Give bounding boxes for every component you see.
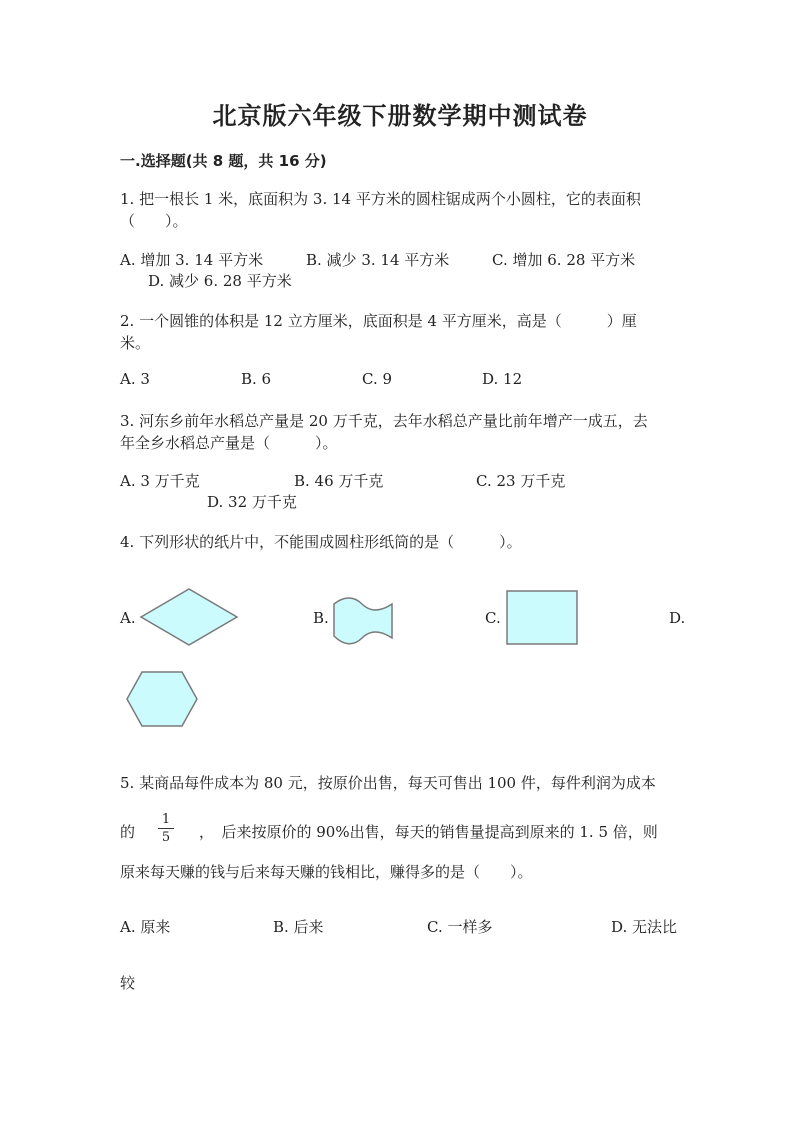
fraction-bar bbox=[158, 828, 174, 829]
question-4-text: 4. 下列形状的纸片中，不能围成圆柱形纸筒的是（ ）。 bbox=[120, 533, 522, 551]
question-5-text-post: ， 后来按原价的 90%出售，每天的销售量提高到原来的 1. 5 倍，则 bbox=[199, 823, 658, 841]
question-2-text: 2. 一个圆锥的体积是 12 立方厘米，底面积是 4 平方厘米，高是（ ）厘 bbox=[120, 312, 637, 330]
question-3-option-b: B. 46 万千克 bbox=[294, 472, 384, 490]
question-2-option-c: C. 9 bbox=[362, 370, 393, 388]
hexagon-shape bbox=[125, 671, 199, 727]
section-heading: 一.选择题(共 8 题，共 16 分) bbox=[120, 152, 327, 170]
question-4-option-c: C. bbox=[485, 609, 501, 627]
question-5-option-b: B. 后来 bbox=[273, 918, 324, 936]
rectangle-shape bbox=[506, 590, 578, 645]
rhombus-shape bbox=[140, 588, 238, 646]
wavy-paper-shape bbox=[332, 598, 394, 640]
question-4-option-a: A. bbox=[120, 609, 136, 627]
question-3-text: 3. 河东乡前年水稻总产量是 20 万千克，去年水稻总产量比前年增产一成五，去 bbox=[120, 412, 648, 430]
fraction-denominator: 5 bbox=[161, 830, 171, 845]
fraction-one-fifth bbox=[158, 812, 174, 845]
question-2-option-a: A. 3 bbox=[120, 370, 150, 388]
question-2-text-cont: 米。 bbox=[120, 334, 151, 352]
question-1-option-a: A. 增加 3. 14 平方米 bbox=[120, 251, 264, 269]
question-1-option-b: B. 减少 3. 14 平方米 bbox=[306, 251, 450, 269]
question-3-option-a: A. 3 万千克 bbox=[120, 472, 200, 490]
question-1-option-c: C. 增加 6. 28 平方米 bbox=[492, 251, 636, 269]
question-2-option-d: D. 12 bbox=[482, 370, 523, 388]
question-5-option-a: A. 原来 bbox=[120, 918, 171, 936]
question-1-text-cont: （ ）。 bbox=[120, 212, 188, 230]
page-title: 北京版六年级下册数学期中测试卷 bbox=[212, 102, 588, 130]
fraction-numerator: 1 bbox=[161, 812, 171, 827]
question-3-option-d: D. 32 万千克 bbox=[207, 493, 297, 511]
question-1-option-d: D. 减少 6. 28 平方米 bbox=[148, 272, 292, 290]
question-5-text-pre: 的 bbox=[120, 823, 136, 841]
question-5-option-d: D. 无法比 bbox=[611, 918, 678, 936]
question-4-option-d: D. bbox=[669, 609, 686, 627]
question-4-option-b: B. bbox=[313, 609, 329, 627]
question-3-option-c: C. 23 万千克 bbox=[476, 472, 566, 490]
question-2-option-b: B. 6 bbox=[241, 370, 272, 388]
question-5-option-d-wrap: 较 bbox=[120, 974, 136, 992]
question-3-text-cont: 年全乡水稻总产量是（ ）。 bbox=[120, 434, 338, 452]
question-5-option-c: C. 一样多 bbox=[427, 918, 493, 936]
question-5-text-cont: 原来每天赚的钱与后来每天赚的钱相比，赚得多的是（ ）。 bbox=[120, 863, 533, 881]
question-1-text: 1. 把一根长 1 米，底面积为 3. 14 平方米的圆柱锯成两个小圆柱，它的表面积 bbox=[120, 190, 641, 208]
question-5-text: 5. 某商品每件成本为 80 元，按原价出售，每天可售出 100 件，每件利润为成本 bbox=[120, 774, 656, 792]
